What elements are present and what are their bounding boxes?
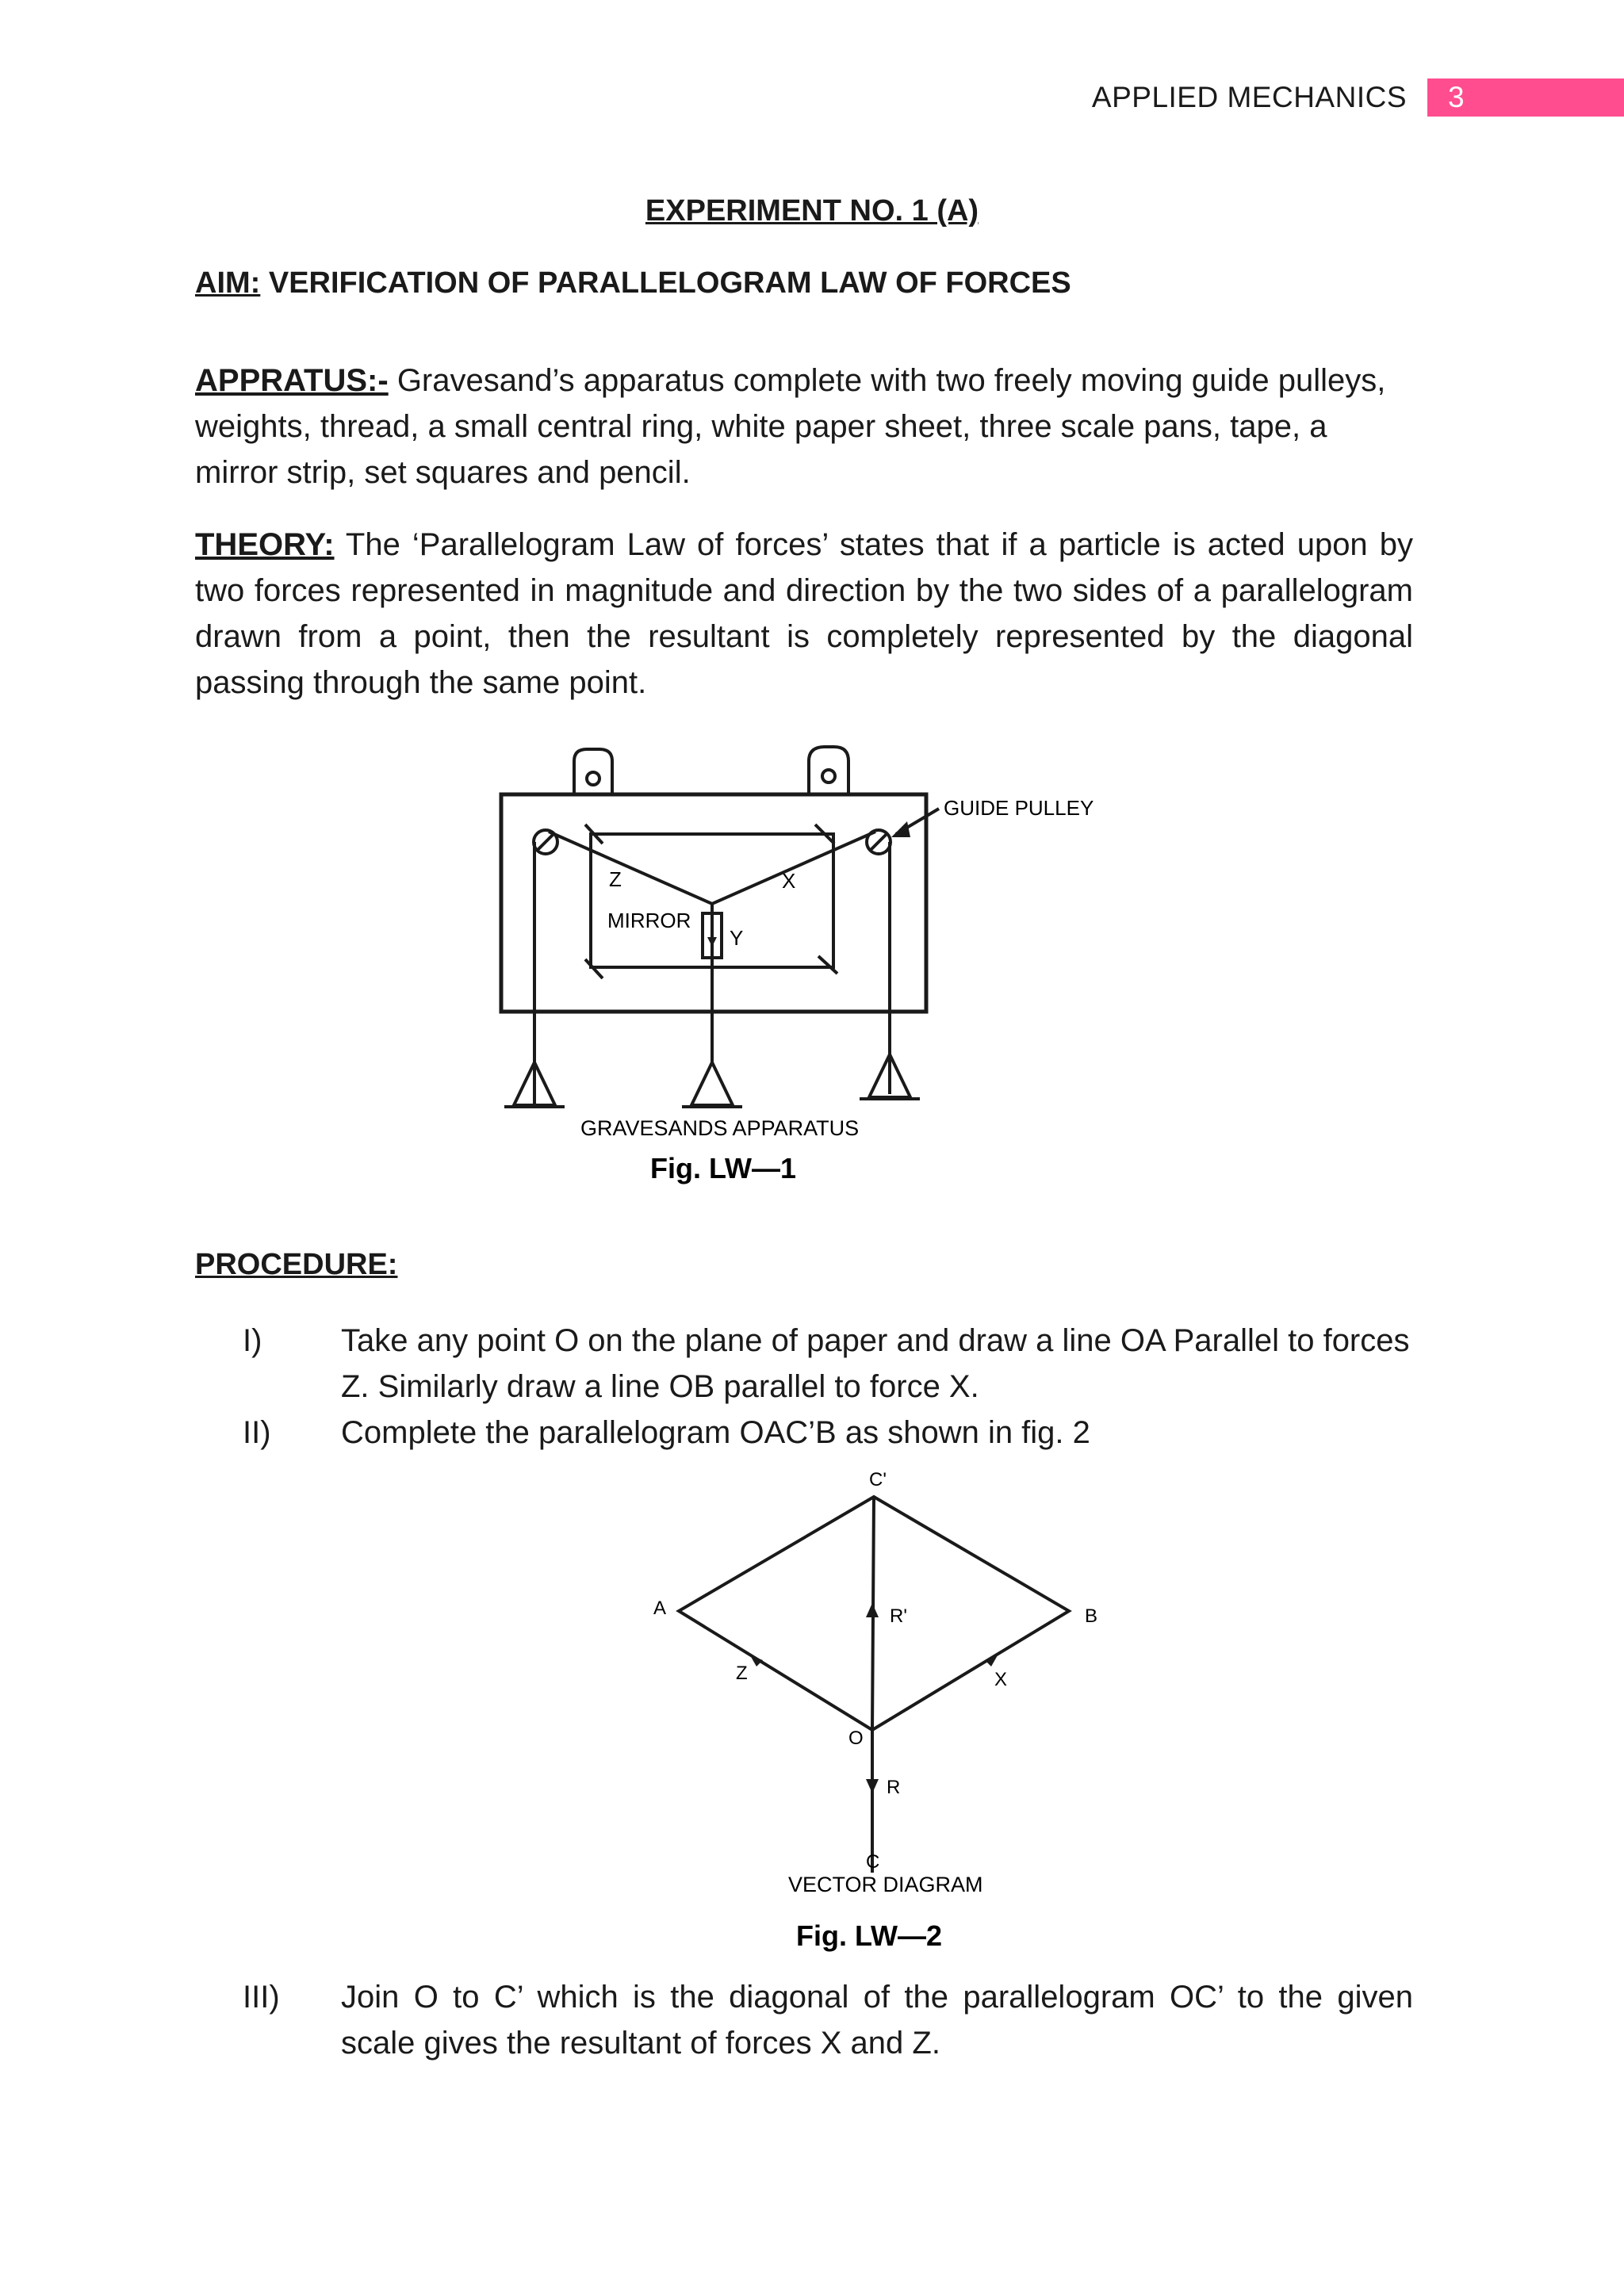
parallelogram: [679, 1497, 1069, 1730]
label-b: B: [1085, 1605, 1098, 1627]
label-mirror: MIRROR: [607, 909, 691, 932]
aim-line: [195, 266, 1071, 300]
pointer-arrowhead-icon: [891, 821, 910, 837]
arrow-z-icon: [750, 1655, 763, 1667]
label-c-prime: C': [869, 1469, 887, 1490]
label-z-fig1: Z: [609, 867, 622, 891]
pulley-right-icon: [867, 830, 891, 854]
arrow-r-prime-icon: [866, 1603, 879, 1617]
step-number: III): [243, 1980, 280, 2015]
hanger-left-icon: [574, 749, 612, 793]
procedure-heading-text: PROCEDURE:: [195, 1248, 398, 1281]
label-a: A: [653, 1598, 667, 1619]
caption-fig1: Fig. LW—1: [650, 1152, 796, 1184]
label-vector-diagram: VECTOR DIAGRAM: [788, 1873, 983, 1896]
label-o: O: [848, 1728, 864, 1749]
procedure-step: [195, 1318, 1413, 1410]
label-y-fig1: Y: [730, 926, 744, 950]
step-text: Join O to C’ which is the diagonal of the parallelogram OC’ to the given scale gives the resultant of forces X and Z.: [341, 1980, 1413, 2061]
aim-label: AIM:: [195, 266, 261, 300]
label-x-fig1: X: [782, 869, 796, 893]
label-r-prime: R': [890, 1605, 907, 1627]
apparatus-text: Gravesand’s apparatus complete with two freely moving guide pulleys, weights, thread, a small central ring, white paper sheet, three scale pans, tape, a mirror strip, set squares and pencil.: [195, 363, 1386, 490]
scale-pan-left-icon: [514, 1062, 555, 1105]
diagonal-oc-prime: [872, 1497, 874, 1730]
header-title: APPLIED MECHANICS: [1091, 81, 1407, 113]
hanger-right-icon: [809, 747, 848, 793]
theory-paragraph: [195, 522, 1413, 706]
procedure-heading: [195, 1248, 397, 1282]
apparatus-paragraph: [195, 358, 1413, 496]
hanger-left-hole-icon: [587, 772, 599, 785]
aim-text: VERIFICATION OF PARALLELOGRAM LAW OF FORCES: [260, 266, 1071, 300]
arrow-r-icon: [866, 1779, 879, 1793]
theory-label: THEORY:: [195, 527, 335, 562]
apparatus-label: APPRATUS:-: [195, 363, 389, 398]
ring-arrow-icon: [707, 937, 717, 947]
pulley-left-icon: [534, 830, 557, 854]
label-z-fig2: Z: [736, 1663, 748, 1684]
page-number: 3: [1427, 78, 1624, 117]
label-c: C: [866, 1851, 880, 1873]
caption-fig2: Fig. LW—2: [796, 1919, 942, 1952]
step-text: Complete the parallelogram OAC’B as shown in fig. 2: [341, 1415, 1090, 1450]
paper-frame: [591, 834, 833, 967]
label-gravesands-apparatus: GRAVESANDS APPARATUS: [580, 1116, 860, 1140]
page-header: [1092, 78, 1624, 117]
step-number: II): [243, 1415, 271, 1450]
scale-pan-right-icon: [869, 1054, 910, 1097]
thread-top: [549, 832, 875, 904]
hanger-right-hole-icon: [822, 770, 835, 783]
procedure-step: [195, 1410, 1413, 1456]
procedure-step: [195, 1974, 1413, 2066]
board: [501, 794, 926, 1012]
scale-pan-center-icon: [691, 1062, 733, 1105]
central-ring: [703, 913, 722, 958]
experiment-title: [0, 194, 1624, 228]
theory-text: The ‘Parallelogram Law of forces’ states that if a particle is acted upon by two forces represented in magnitude and direction by the two sides of a parallelogram drawn from a point, then the resultant is completely represented by the diagonal passing through the same point.: [195, 527, 1413, 700]
label-x-fig2: X: [994, 1669, 1008, 1690]
arrow-x-icon: [985, 1655, 998, 1667]
guide-pulley-pointer: [896, 809, 939, 834]
label-r: R: [887, 1777, 901, 1798]
step-text: Take any point O on the plane of paper and draw a line OA Parallel to forces Z. Similarly draw a line OB parallel to force X.: [341, 1323, 1410, 1404]
step-number: I): [243, 1323, 262, 1358]
label-guide-pulley: GUIDE PULLEY: [944, 796, 1094, 820]
experiment-title-text: EXPERIMENT NO. 1 (A): [645, 194, 979, 228]
